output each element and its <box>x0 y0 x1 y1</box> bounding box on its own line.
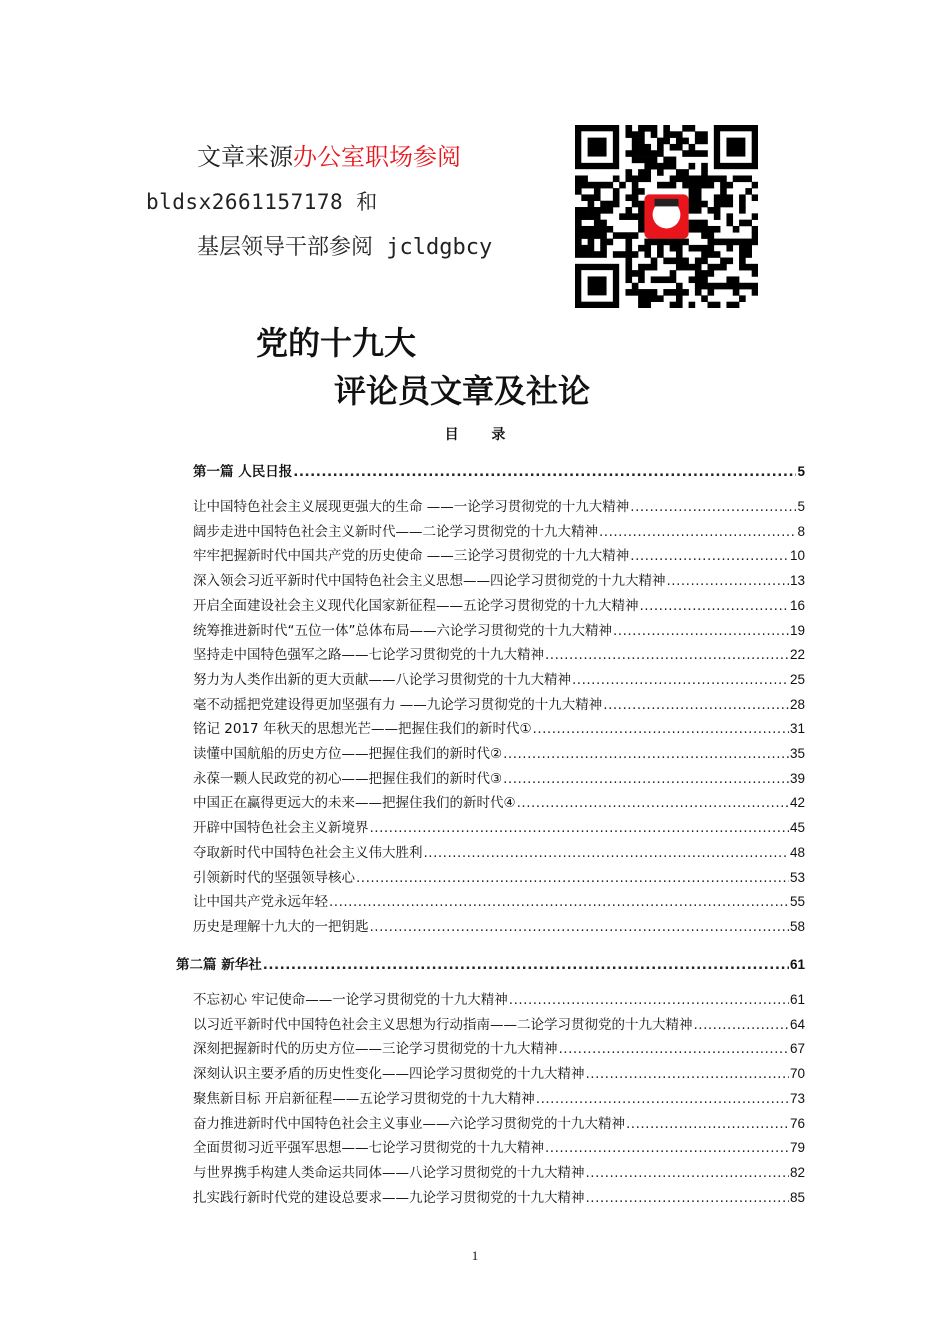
toc-page-number: 70 <box>789 1066 805 1082</box>
toc-item-title: 聚焦新目标 开启新征程——五论学习贯彻党的十九大精神 <box>193 1090 535 1107</box>
toc-leader-dots <box>694 1017 789 1033</box>
toc-leader-dots <box>370 919 789 935</box>
toc-item-row[interactable] <box>193 619 805 639</box>
toc-item-row[interactable] <box>193 693 805 713</box>
toc-section-row[interactable] <box>176 953 805 973</box>
toc-leader-dots <box>517 795 789 811</box>
toc-item-row[interactable] <box>193 1112 805 1132</box>
toc-leader-dots <box>293 464 796 480</box>
toc-item-title: 统筹推进新时代“五位一体”总体布局——六论学习贯彻党的十九大精神 <box>193 622 612 639</box>
toc-item-title: 中国正在赢得更远大的未来——把握住我们的新时代④ <box>193 795 516 812</box>
toc-item-title: 深入领会习近平新时代中国特色社会主义思想——四论学习贯彻党的十九大精神 <box>193 573 666 590</box>
toc-item-row[interactable] <box>193 988 805 1008</box>
toc-item-title: 深刻认识主要矛盾的历史性变化——四论学习贯彻党的十九大精神 <box>193 1066 585 1083</box>
toc-item-row[interactable] <box>193 742 805 762</box>
toc-leader-dots <box>640 598 789 614</box>
toc-leader-dots <box>603 697 789 713</box>
toc-item-title: 以习近平新时代中国特色社会主义思想为行动指南——二论学习贯彻党的十九大精神 <box>193 1016 693 1033</box>
toc-item-title: 不忘初心 牢记使命——一论学习贯彻党的十九大精神 <box>193 992 508 1008</box>
qr-code-icon <box>575 125 758 308</box>
toc-item-row[interactable] <box>193 816 805 836</box>
toc-page-number: 85 <box>789 1189 805 1205</box>
toc-page-number: 16 <box>789 597 805 613</box>
toc-page-number: 35 <box>789 746 805 761</box>
toc-item-row[interactable] <box>193 569 805 589</box>
toc-item-title: 奋力推进新时代中国特色社会主义事业——六论学习贯彻党的十九大精神 <box>193 1115 625 1132</box>
toc-leader-dots <box>630 499 796 515</box>
toc-page-number: 8 <box>797 523 805 539</box>
toc-page-number: 22 <box>789 647 805 663</box>
source-line-2: bldsx2661157178 和 <box>146 190 378 214</box>
toc-item-title: 坚持走中国特色强军之路——七论学习贯彻党的十九大精神 <box>193 647 544 664</box>
toc-page-number: 61 <box>789 957 805 972</box>
toc-leader-dots <box>626 1116 789 1132</box>
toc-page-number: 25 <box>789 671 805 687</box>
toc-leader-dots <box>536 1091 789 1107</box>
toc-item-row[interactable] <box>193 668 805 688</box>
toc-leader-dots <box>667 573 789 589</box>
toc-item-title: 读懂中国航船的历史方位——把握住我们的新时代② <box>193 746 503 762</box>
toc-section-title: 第一篇 人民日报 <box>193 464 293 480</box>
doc-title-line-2: 评论员文章及社论 <box>334 372 591 410</box>
toc-item-title: 让中国共产党永远年轻 <box>193 894 328 911</box>
toc-item-row[interactable] <box>193 520 805 540</box>
toc-leader-dots <box>503 746 789 762</box>
toc-leader-dots <box>613 623 789 639</box>
toc-item-row[interactable] <box>193 643 805 663</box>
toc-item-title: 铭记 2017 年秋天的思想光芒——把握住我们的新时代① <box>193 721 532 738</box>
toc-item-row[interactable] <box>193 1087 805 1107</box>
toc-page-number: 67 <box>789 1041 805 1057</box>
toc-leader-dots <box>424 845 789 861</box>
toc-leader-dots <box>503 771 789 787</box>
toc-item-title: 永葆一颗人民政党的初心——把握住我们的新时代③ <box>193 770 503 787</box>
toc-section-title: 第二篇 新华社 <box>176 957 262 973</box>
toc-item-title: 开辟中国特色社会主义新境界 <box>193 820 369 837</box>
toc-item-title: 开启全面建设社会主义现代化国家新征程——五论学习贯彻党的十九大精神 <box>193 597 639 614</box>
toc-item-title: 阔步走进中国特色社会主义新时代——二论学习贯彻党的十九大精神 <box>193 523 598 540</box>
toc-item-title: 与世界携手构建人类命运共同体——八论学习贯彻党的十九大精神 <box>193 1164 585 1181</box>
toc-item-title: 让中国特色社会主义展现更强大的生命 ——一论学习贯彻党的十九大精神 <box>193 499 630 515</box>
toc-heading: 目 录 <box>444 427 520 443</box>
toc-page-number: 5 <box>797 499 805 514</box>
toc-page-number: 45 <box>789 820 805 836</box>
source-line-3: 基层领导干部参阅 jcldgbcy <box>197 235 493 260</box>
toc-page-number: 61 <box>789 992 805 1007</box>
toc-leader-dots <box>509 992 789 1008</box>
toc-page-number: 31 <box>789 721 805 737</box>
toc-leader-dots <box>586 1190 789 1206</box>
toc-page-number: 82 <box>789 1164 805 1180</box>
toc-item-title: 全面贯彻习近平强军思想——七论学习贯彻党的十九大精神 <box>193 1140 544 1157</box>
toc-leader-dots <box>599 524 796 540</box>
toc-leader-dots <box>370 820 789 836</box>
toc-item-title: 引领新时代的坚强领导核心 <box>193 869 355 886</box>
toc-item-title: 努力为人类作出新的更大贡献——八论学习贯彻党的十九大精神 <box>193 671 571 688</box>
toc-page-number: 42 <box>789 795 805 811</box>
source-line-1 <box>197 137 461 172</box>
toc-item-title: 扎实践行新时代党的建设总要求——九论学习贯彻党的十九大精神 <box>193 1189 585 1206</box>
toc-page-number: 64 <box>789 1016 805 1032</box>
toc-page-number: 73 <box>789 1090 805 1106</box>
toc-page-number: 58 <box>789 918 805 934</box>
source-prefix: 文章来源 <box>197 143 293 171</box>
toc-item-row[interactable] <box>193 1013 805 1033</box>
page-number: 1 <box>471 1248 479 1263</box>
toc-item-title: 历史是理解十九大的一把钥匙 <box>193 918 369 935</box>
toc-leader-dots <box>356 870 789 886</box>
toc-page-number: 53 <box>789 869 805 885</box>
toc-page-number: 39 <box>789 770 805 786</box>
toc-item-row[interactable] <box>193 717 805 737</box>
toc-leader-dots <box>329 894 789 910</box>
toc-page-number: 13 <box>789 573 805 589</box>
toc-leader-dots <box>630 548 789 564</box>
toc-page-number: 19 <box>789 622 805 638</box>
toc-leader-dots <box>263 957 789 973</box>
toc-page-number: 10 <box>789 548 805 564</box>
toc-item-title: 毫不动摇把党建设得更加坚强有力 ——九论学习贯彻党的十九大精神 <box>193 696 603 713</box>
toc-leader-dots <box>545 647 789 663</box>
toc-section-row[interactable] <box>193 460 805 480</box>
toc-item-row[interactable] <box>193 495 805 515</box>
toc-page-number: 48 <box>789 844 805 860</box>
toc-item-title: 夺取新时代中国特色社会主义伟大胜利 <box>193 844 423 861</box>
toc-item-row[interactable] <box>193 594 805 614</box>
toc-item-row[interactable] <box>193 841 805 861</box>
toc-leader-dots <box>586 1165 789 1181</box>
toc-page-number: 5 <box>797 464 805 479</box>
toc-item-title: 牢牢把握新时代中国共产党的历史使命 ——三论学习贯彻党的十九大精神 <box>193 548 630 565</box>
toc-item-row[interactable] <box>193 1161 805 1181</box>
toc-item-row[interactable] <box>193 1062 805 1082</box>
toc-item-row[interactable] <box>193 866 805 886</box>
toc-item-row[interactable] <box>193 1186 805 1206</box>
toc-page-number: 76 <box>789 1115 805 1131</box>
toc-item-row[interactable] <box>193 791 805 811</box>
source-name: 办公室职场参阅 <box>293 143 461 171</box>
toc-item-row[interactable] <box>193 544 805 564</box>
toc-leader-dots <box>572 672 789 688</box>
toc-leader-dots <box>545 1140 789 1156</box>
toc-item-row[interactable] <box>193 1136 805 1156</box>
toc-leader-dots <box>559 1041 789 1057</box>
toc-page-number: 55 <box>789 894 805 910</box>
toc-leader-dots <box>533 721 789 737</box>
toc-item-row[interactable] <box>193 915 805 935</box>
toc-item-title: 深刻把握新时代的历史方位——三论学习贯彻党的十九大精神 <box>193 1041 558 1058</box>
toc-page-number: 28 <box>789 696 805 712</box>
toc-item-row[interactable] <box>193 890 805 910</box>
toc-item-row[interactable] <box>193 1037 805 1057</box>
doc-title-line-1: 党的十九大 <box>256 324 417 362</box>
toc-leader-dots <box>586 1066 789 1082</box>
toc-page-number: 79 <box>789 1140 805 1156</box>
toc-item-row[interactable] <box>193 767 805 787</box>
